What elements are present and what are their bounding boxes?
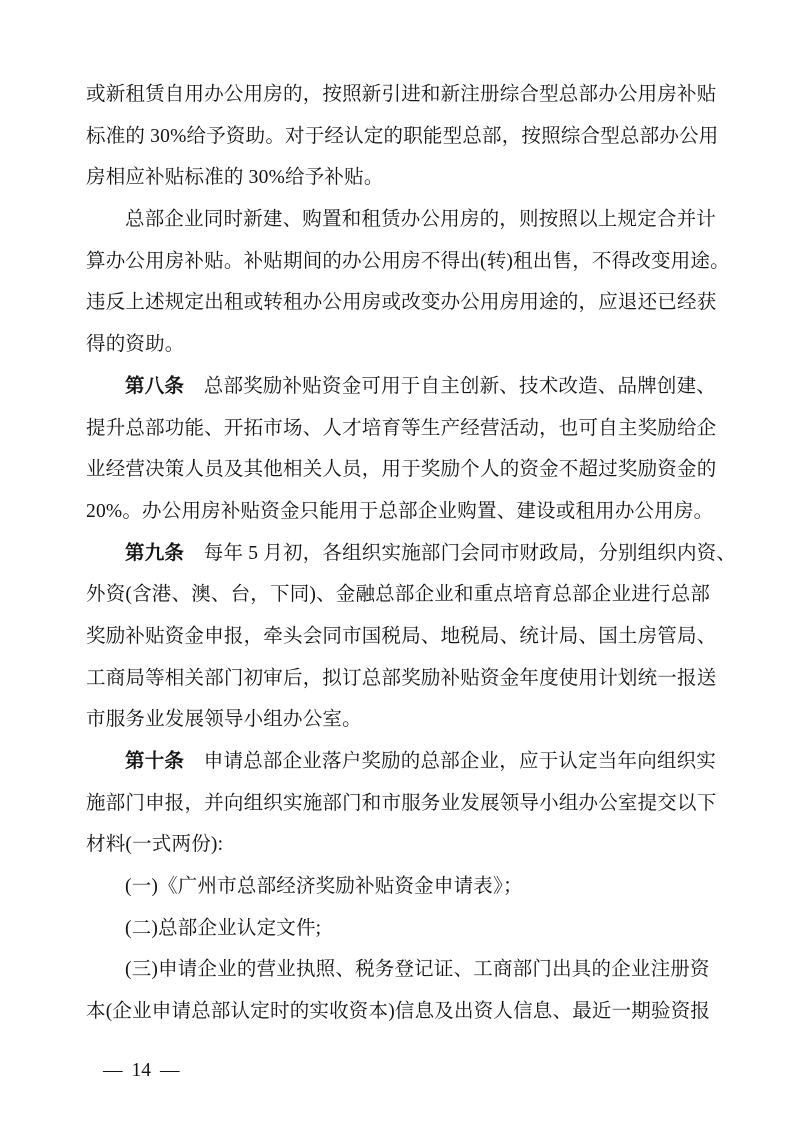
text-line xyxy=(86,282,717,324)
text-run: 得的资助。 xyxy=(86,334,185,356)
text-line xyxy=(86,866,710,908)
text-run: 违反上述规定出租或转租办公用房或改变办公用房用途的，应退还已经获 xyxy=(86,292,717,314)
text-run: (一)《广州市总部经济奖励补贴资金申请表》； xyxy=(125,876,523,898)
text-run: 算办公用房补贴。补贴期间的办公用房不得出(转)租出售，不得改变用途。 xyxy=(86,250,730,272)
text-line xyxy=(86,74,717,116)
text-line xyxy=(86,491,714,533)
text-line xyxy=(86,241,730,283)
text-line xyxy=(86,824,710,866)
text-run: 市服务业发展领导小组办公室。 xyxy=(86,709,362,731)
footer-dash-left: — xyxy=(103,1060,123,1081)
page-number: 14 xyxy=(131,1060,151,1081)
text-run: 标准的 30%给予资助。对于经认定的职能型总部，按照综合型总部办公用 xyxy=(86,125,719,147)
text-line xyxy=(86,616,717,658)
text-run: 业经营决策人员及其他相关人员，用于奖励个人的资金不超过奖励资金的 xyxy=(86,459,717,481)
text-line xyxy=(86,157,710,199)
document-body xyxy=(86,74,737,1033)
text-line xyxy=(86,116,719,158)
text-line xyxy=(86,783,717,825)
text-run: 申请总部企业落户奖励的总部企业，应于认定当年向组织实 xyxy=(184,751,717,772)
text-run: (三)申请企业的营业执照、税务登记证、工商部门出具的企业注册资 xyxy=(125,959,710,981)
text-line xyxy=(86,324,710,366)
text-line xyxy=(86,449,717,491)
text-run: 外资(含港、澳、台，下同)、金融总部企业和重点培育总部企业进行总部 xyxy=(86,584,711,606)
text-run: 每年 5 月初，各组织实施部门会同市财政局，分别组织内资、 xyxy=(184,542,737,564)
text-line xyxy=(86,408,717,450)
text-line xyxy=(86,574,710,616)
text-line xyxy=(86,533,737,575)
text-run: 总部企业同时新建、购置和租赁办公用房的，则按照以上规定合并计 xyxy=(125,209,717,231)
text-line xyxy=(86,908,710,950)
text-run: 施部门申报，并向组织实施部门和市服务业发展领导小组办公室提交以下 xyxy=(86,792,717,814)
page-footer xyxy=(103,1056,180,1086)
text-run: 工商局等相关部门初审后，拟订总部奖励补贴资金年度使用计划统一报送 xyxy=(86,667,717,689)
footer-dash-right: — xyxy=(160,1060,180,1081)
text-run: (二)总部企业认定文件; xyxy=(125,917,322,939)
article-number: 第八条 xyxy=(125,375,185,397)
article-number: 第九条 xyxy=(125,542,185,564)
text-line xyxy=(86,199,717,241)
text-line xyxy=(86,658,717,700)
text-run: 提升总部功能、开拓市场、人才培育等生产经营活动，也可自主奖励给企 xyxy=(86,417,717,439)
text-line xyxy=(86,949,710,991)
text-run: 奖励补贴资金申报，牵头会同市国税局、地税局、统计局、国土房管局、 xyxy=(86,625,717,647)
text-run: 20%。办公用房补贴资金只能用于总部企业购置、建设或租用办公用房。 xyxy=(86,500,714,522)
text-line xyxy=(86,366,717,408)
text-run: 或新租赁自用办公用房的，按照新引进和新注册综合型总部办公用房补贴 xyxy=(86,84,717,105)
text-run: 房相应补贴标准的 30%给予补贴。 xyxy=(86,167,384,189)
text-run: 材料(一式两份): xyxy=(86,834,224,856)
text-line xyxy=(86,741,717,783)
article-number: 第十条 xyxy=(125,751,185,772)
text-line xyxy=(86,699,710,741)
text-run: 总部奖励补贴资金可用于自主创新、技术改造、品牌创建、 xyxy=(184,375,717,397)
text-run: 本(企业申请总部认定时的实收资本)信息及出资人信息、最近一期验资报 xyxy=(86,1001,711,1023)
text-line xyxy=(86,991,710,1033)
